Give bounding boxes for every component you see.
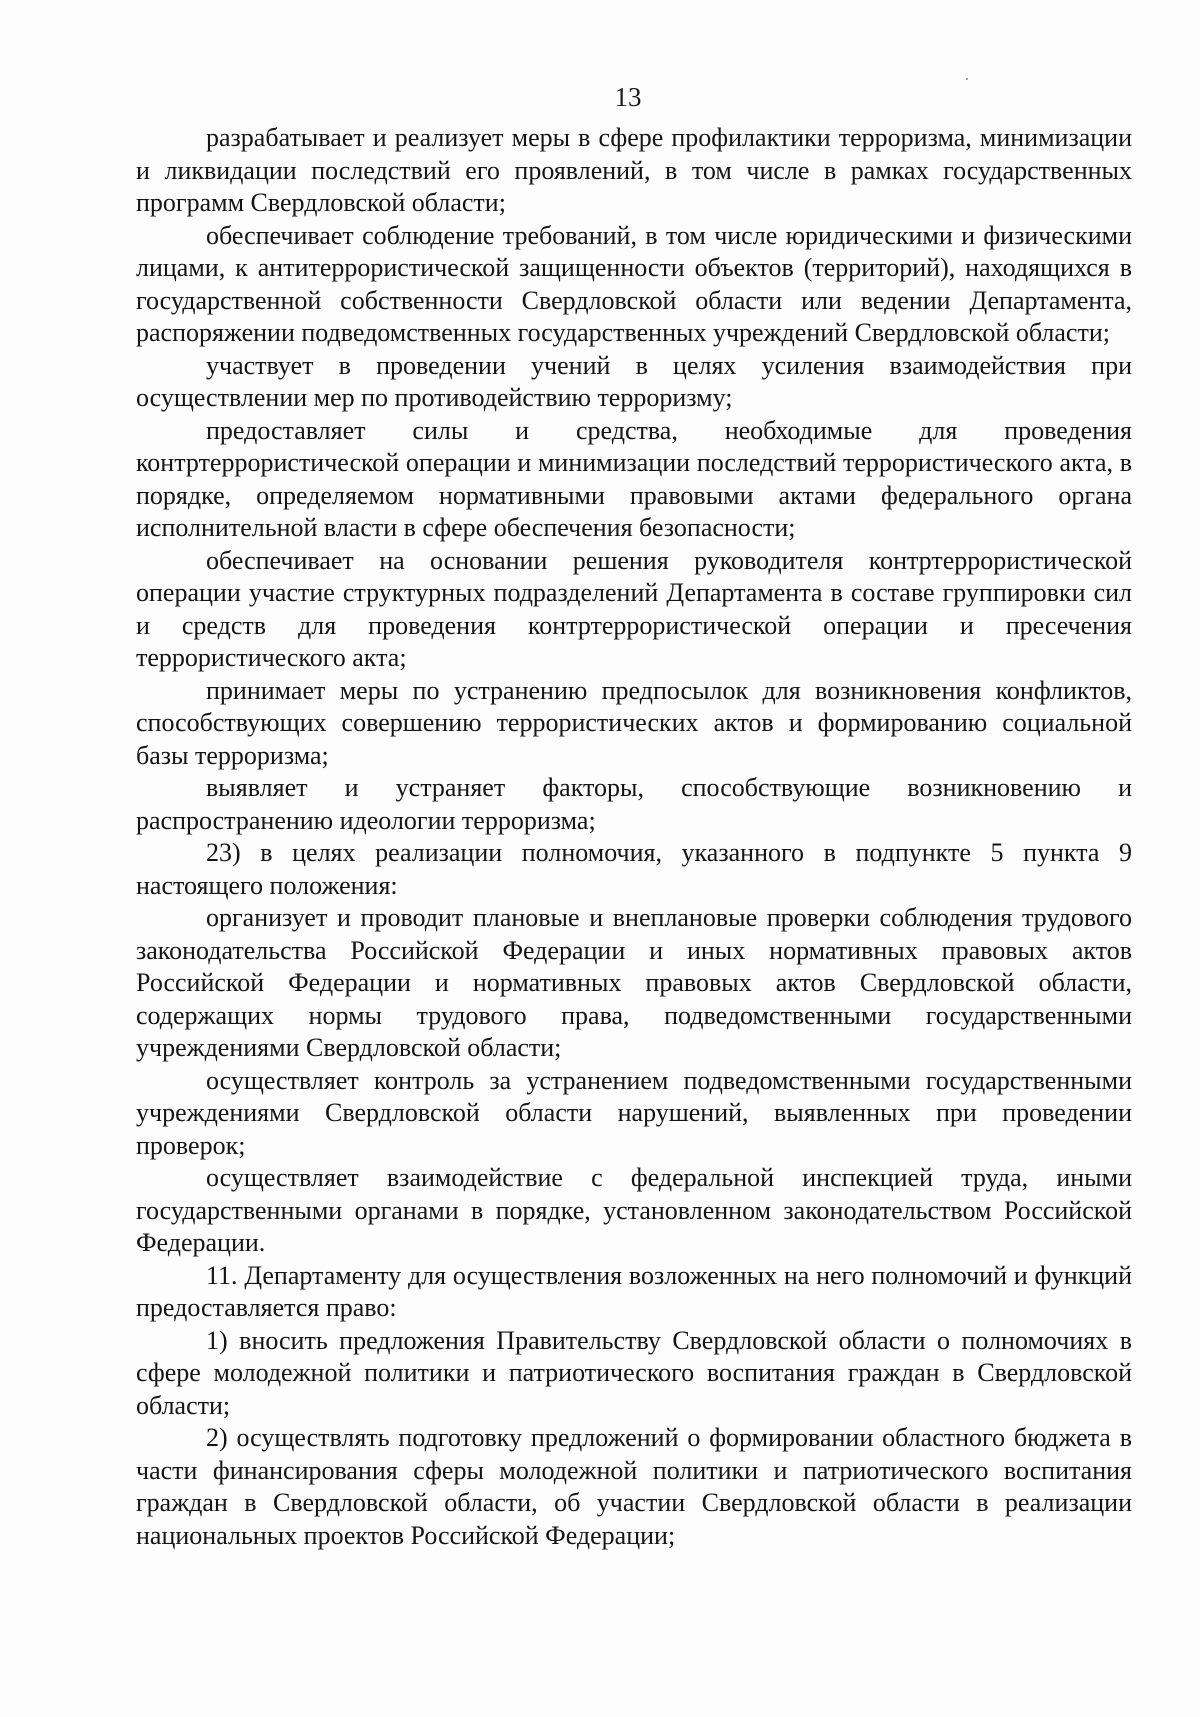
paragraph: обеспечивает соблюдение требований, в том числе юридическими и физическими лицами, к антитеррористической защищенности объектов (территорий), находящихся в государственной собственности Свердловской области или ведении Департамента, распоряжении подведомственных государственных учреждений Свердловской области; xyxy=(136,220,1132,347)
paragraph: осуществляет взаимодействие с федеральной инспекцией труда, иными государственными органами в порядке, установленном законодательством Российской Федерации. xyxy=(136,1163,1132,1257)
paragraph: принимает меры по устранению предпосылок для возникновения конфликтов, способствующих совершению террористических актов и формированию социальной базы терроризма; xyxy=(136,675,1132,770)
paragraph: 1) вносить предложения Правительству Свердловской области о полномочиях в сфере молодежной политики и патриотического воспитания граждан в Свердловской области; xyxy=(136,1325,1132,1420)
paragraph: разрабатывает и реализует меры в сфере профилактики терроризма, минимизации и ликвидации последствий его проявлений, в том числе в рамках государственных программ Свердловской области; xyxy=(136,123,1132,217)
paragraph: 11. Департаменту для осуществления возложенных на него полномочий и функций предоставляется право: xyxy=(136,1260,1132,1322)
paragraph: участвует в проведении учений в целях усиления взаимодействия при осуществлении мер по противодействию терроризму; xyxy=(136,350,1132,412)
document-body xyxy=(136,122,1132,1552)
paragraph: осуществляет контроль за устранением подведомственными государственными учреждениями Свердловской области нарушений, выявленных при проведении проверок; xyxy=(136,1065,1132,1160)
paragraph: 2) осуществлять подготовку предложений о формировании областного бюджета в части финансирования сферы молодежной политики и патриотического воспитания граждан в Свердловской области, об участии Свердловской области в реализации национальных проектов Российской Федерации; xyxy=(136,1423,1132,1550)
paragraph: предоставляет силы и средства, необходимые для проведения контртеррористической операции и минимизации последствий террористического акта, в порядке, определяемом нормативными правовыми актами федерального органа исполнительной власти в сфере обеспечения безопасности; xyxy=(136,415,1132,542)
paragraph: 23) в целях реализации полномочия, указанного в подпункте 5 пункта 9 настоящего положения: xyxy=(136,838,1132,900)
paragraph: обеспечивает на основании решения руководителя контртеррористической операции участие структурных подразделений Департамента в составе группировки сил и средств для проведения контртеррористической операции и пресечения террористического акта; xyxy=(136,545,1132,672)
paragraph: выявляет и устраняет факторы, способствующие возникновению и распространению идеологии терроризма; xyxy=(136,773,1132,835)
paragraph: организует и проводит плановые и внеплановые проверки соблюдения трудового законодательства Российской Федерации и иных нормативных правовых актов Российской Федерации и нормативных правовых актов Свердловской области, содержащих нормы трудового права, подведомственными государственными учреждениями Свердловской области; xyxy=(136,903,1132,1062)
scan-speck xyxy=(966,78,968,80)
page-number: 13 xyxy=(614,82,642,112)
